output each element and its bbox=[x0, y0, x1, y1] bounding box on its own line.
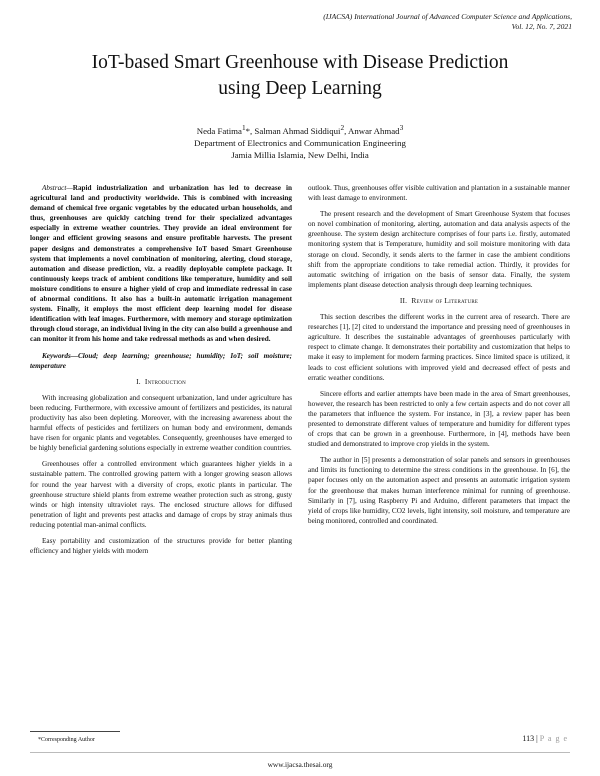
keywords: Keywords—Cloud; deep learning; greenhouse; humidity; IoT; soil moisture; temperature bbox=[30, 351, 292, 370]
page-number: 113 bbox=[522, 734, 535, 743]
footnote-divider bbox=[30, 731, 120, 732]
section-1-number: I. bbox=[136, 376, 141, 386]
abstract-lead: Abstract— bbox=[42, 184, 73, 192]
corresponding-mark: * bbox=[245, 125, 251, 136]
section-heading-review bbox=[308, 296, 570, 306]
journal-name: (IJACSA) International Journal of Advanced Computer Science and Applications, bbox=[323, 12, 572, 21]
university: Jamia Millia Islamia, New Delhi, India bbox=[231, 149, 369, 160]
abstract bbox=[30, 183, 292, 345]
intro-paragraph-2: Greenhouses offer a controlled environment which guarantees higher yields in a sustainable pattern. The controlled growing pattern with a longer growing season allows for round the year harvest with a diversity of crops, exotic plants in particular. The greenhouse structure shield plants from extreme weather protection such as strong, gusty winds or high intensity ultraviolet rays. The enclosed structure allows for diffused penetration of light and prevents pest attacks and damage of crops by stray animals thus reducing potential man-animal conflicts. bbox=[30, 460, 292, 529]
journal-url: www.ijacsa.thesai.org bbox=[267, 760, 333, 769]
author-names: Neda Fatima$^1$*, Salman Ahmad Siddiqui$^2$, Anwar Ahmad$^3$ bbox=[196, 123, 404, 136]
section-heading-introduction bbox=[30, 377, 292, 387]
title-line-1: IoT-based Smart Greenhouse with Disease Prediction bbox=[91, 52, 509, 73]
author-2: Salman Ahmad Siddiqui bbox=[254, 125, 341, 136]
literature-paragraph-1: This section describes the different works in the current area of research. There are researches [1], [2] cited to understand the importance and pressing need of greenhouses in agriculture. It describes the sustainable advantages of greenhouses particularly with respect to climate change. It demonstrates their portability and customization that helps to make it easy to implement for modern farming practices. Since limited space is utilized, it leads to cost efficient solutions with improved yield and decreased effect of pests and erratic weather conditions. bbox=[308, 313, 570, 382]
author-2-affil: 2 bbox=[340, 123, 345, 132]
right-column bbox=[308, 183, 570, 532]
left-column bbox=[30, 183, 292, 562]
literature-paragraph-2: Sincere efforts and earlier attempts have been made in the area of Smart greenhouses, however, the research has been restricted to only a few certain aspects and do not cover all the parameters that influence the system. For instance, in [3], a review paper has been presented to demonstrate different values of temperature and humidity for different types of crops that can be grown in a greenhouse. Furthermore, in [4], methods have been studied and demonstrated to improve crop yields in the system. bbox=[308, 389, 570, 449]
intro-paragraph-continued: outlook. Thus, greenhouses offer visible cultivation and plantation in a sustainable manner with least damage to environment. bbox=[308, 184, 570, 203]
abstract-text: Rapid industrialization and urbanization has led to decrease in agricultural land and productivity worldwide. This is combined with increasing demand of chemical free organic vegetables by the educated urban households, and thus, greenhouses are quickly catching trend for their specialized advantages especially in extreme weather countries. They provide an ideal environment for longer and efficient growing seasons and ensure profitable harvests. The present paper designs and demonstrates a comprehensive IoT based Smart Greenhouse system that implements a novel combination of monitoring, alerting, cloud storage, automation and disease prediction, viz. a readily deployable complete package. It continuously keeps track of ambient conditions like temperature, humidity and soil moisture conditions to ensure a higher yield of crop and immediate redressal in case of abnormal conditions. It also has a built-in automatic irrigation management system. Finally, it employs the most efficient deep learning model for disease identification with leaf images. Furthermore, with memory and storage optimization through cloud storage, an individual living in the city can also build a greenhouse and can monitor it from his home and take redressal methods as and when desired. bbox=[30, 184, 292, 344]
journal-volume: Vol. 12, No. 7, 2021 bbox=[511, 22, 572, 31]
author-3-affil: 3 bbox=[399, 123, 404, 132]
title-line-2: using Deep Learning bbox=[218, 78, 382, 99]
page-label: P a g e bbox=[539, 734, 568, 743]
literature-paragraph-3: The author in [5] presents a demonstration of solar panels and sensors in greenhouses and limits its functioning to determine the stress conditions in the greenhouse. In [6], the paper focuses only on the automation aspect and presents an automatic irrigation system for the greenhouse that makes human interference minimal for running of greenhouse. Similarly in [7], using Raspberry Pi and Arduino, different parameters that impact the yield of crops like humidity, CO2 levels, light intensity, soil moisture, and temperature are being monitored, controlled and coordinated. bbox=[308, 456, 570, 525]
intro-paragraph-3: Easy portability and customization of the structures provide for better planting efficiency and higher yields with modern bbox=[30, 537, 292, 556]
author-block bbox=[30, 122, 570, 161]
department: Department of Electronics and Communication Engineering bbox=[194, 137, 406, 148]
section-2-title: Review of Literature bbox=[411, 295, 479, 305]
author-1: Neda Fatima bbox=[196, 125, 242, 136]
footer-divider bbox=[30, 752, 570, 753]
page-number-block bbox=[522, 734, 568, 743]
author-3: Anwar Ahmad bbox=[348, 125, 400, 136]
page-separator: | bbox=[534, 734, 540, 743]
journal-header bbox=[192, 12, 572, 32]
paper-title bbox=[30, 50, 570, 102]
footnote: *Corresponding Author bbox=[38, 737, 95, 743]
section-2-number: II. bbox=[399, 295, 408, 305]
section-1-title: Introduction bbox=[144, 376, 186, 386]
intro-paragraph-4: The present research and the development of Smart Greenhouse System that focuses on novel combination of monitoring, alerting, automation and data analysis aspects of the greenhouse. The system design architecture comprises of four parts i.e. firstly, automated monitoring system that is Temperature, humidity and soil moisture monitoring with data storage on cloud. Secondly, it sends alerts to the farmer in case the ambient conditions shift from the appropriate conditions to take remedial action. Thirdly, it provides for automatic switching of irrigation on the basis of sensor data. Finally, the system implements plant disease detection analysis through deep learning techniques. bbox=[308, 210, 570, 289]
author-1-affil: 1 bbox=[241, 123, 246, 132]
intro-paragraph-1: With increasing globalization and consequent urbanization, land under agriculture has been reducing. Furthermore, with excessive amount of fertilizers and pesticides, its natural productivity has also been depleting. Moreover, with the increasing awareness about the harmful effects of pesticides and fertilizers on human body and environment, demands have risen for organic plants and vegetables. Consequently, greenhouses have emerged to be highly beneficial gardening solutions especially in extreme weather condition countries. bbox=[30, 393, 292, 453]
